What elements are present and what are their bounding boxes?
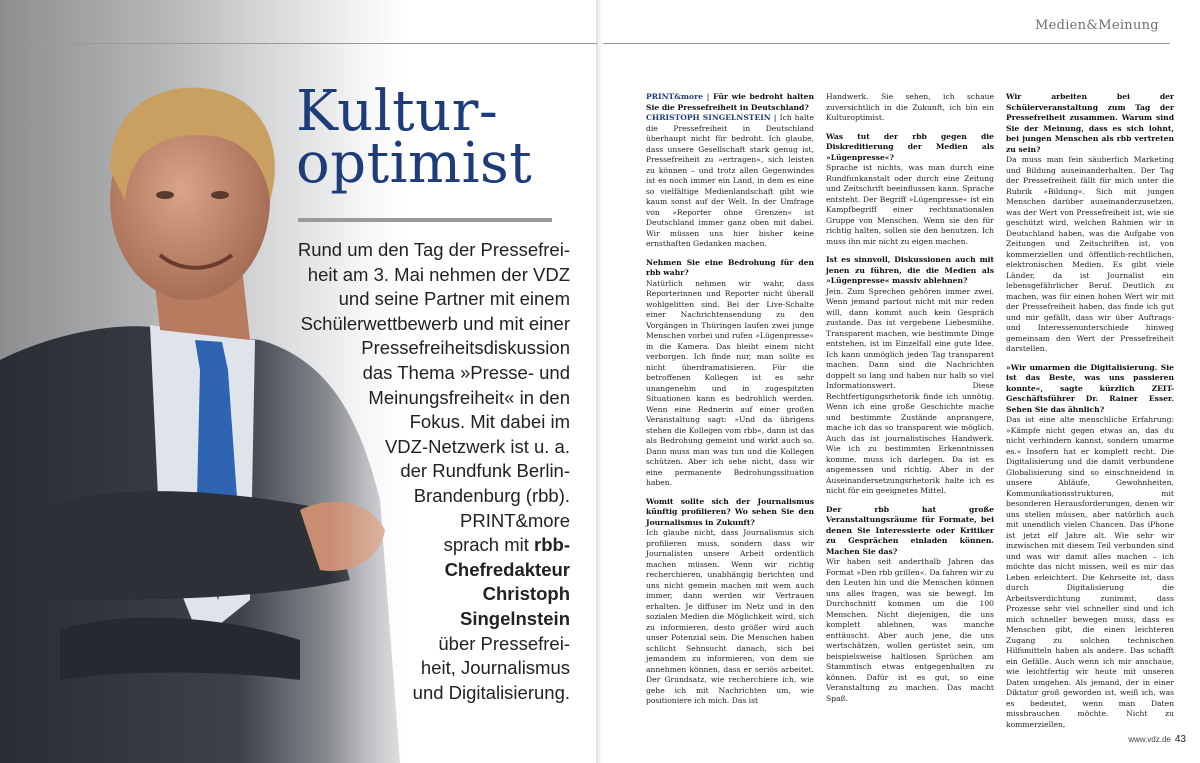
interview-answer [646, 528, 814, 707]
intro-line: VDZ-Netzwerk ist u. a. [384, 435, 570, 457]
speaker-label: PRINT&more | [646, 92, 714, 101]
column-3 [1006, 92, 1174, 730]
intro-line: Fokus. Mit dabei im [409, 411, 570, 433]
interview-question [1006, 363, 1174, 416]
paragraph-text: »Wir umarmen die Digitalisierung. Sie ist das Beste, was uns passieren konnte«, sagte kürzlich ZEIT-Geschäftsführer Dr. Rainer Esser. Sehen Sie das ähnlich? [1006, 362, 1174, 414]
intro-line: PRINT&more [460, 509, 570, 531]
intro-line: Singelnstein [460, 607, 570, 629]
interview-question [826, 132, 994, 164]
page-number: 43 [1174, 734, 1186, 745]
paragraph-text: Womit sollte sich der Journalismus künftig profilieren? Wo sehen Sie den Journalismus in Zukunft? [646, 496, 814, 527]
paragraph-text: Das ist eine alte menschliche Erfahrung: »Kämpfe nicht gegen etwas an, das du nicht verhindern kannst, sondern umarme es.« Insofern hat er komplett recht. Die Digitalisierung und die damit verbundene Globalisierung sind so einschneidend in unsere Abläufe, Gewohnheiten, Kommunikationsstrukturen, mit besonderen Herausforderungen, denen wir uns stellen müssen, aber natürlich auch mit unendlich vielen Chancen. Das iPhone ist jetzt elf Jahre alt. Wie sehr wir inzwischen mit diesem Teil verbunden sind und was wir damit alles machen – ich möchte das nicht missen, weil es mir das Leben erleichtert. Die Kehrseite ist, dass durch Digitalisierung die Arbeitsverdichtung zunimmt, dass Prozesse sehr viel schneller sind und ich mich schneller bewegen muss, dass es Menschen gibt, die einen leichteren Zugang zu solchen technischen Hilfsmitteln haben als andere. Das schafft ein Gefälle. Auch wenn ich mir anschaue, wie leichtfertig wir heute mit unseren Daten umgehen. Als jemand, der in einer Diktatur groß geworden ist, weiß ich, was es bedeutet, wenn man Daten missbrauchen möchte. Nicht zu kommerziellen, [1006, 415, 1174, 729]
intro-line [240, 533, 570, 558]
title-line-2: optimist [296, 131, 533, 196]
interview-answer [1006, 415, 1174, 730]
article-title [296, 79, 596, 196]
paragraph-text: Ich halte die Pressefreiheit in Deutschland überhaupt nicht für bedroht. Ich glaube, dass unsere Gesellschaft stark genug ist, Pressefreiheit zu »ertragen«, sich leisten zu können – und trotz allen Gegenwindes ist es noch immer ein Land, in dem es eine so vielfältige Medienlandschaft gibt wie kaum sonst auf der Welt. In der Umfrage von »Reporter ohne Grenzen« ist Deutschland immer ganz oben mit dabei. Wir müssen uns hier bisher keine ernsthaften Gedanken machen. [646, 113, 814, 248]
interview-question [826, 505, 994, 558]
paragraph-text: Jein. Zum Sprechen gehören immer zwei. Wenn jemand partout nicht mit mir reden will, dann kommt auch kein Gespräch zustande. Das ist vergebene Liebesmühe. Transparent machen, wie bestimmte Dinge entstehen, ist im Einzelfall eine gute Idee. Ich kann unmöglich jeden Tag transparent machen. Dann sind die Nachrichten doppelt so lang und haben nur halb so viel Informationswert. Diese Rechtfertigungsrhetorik finde ich unnötig. Wenn ich eine große Geschichte mache und bestimmte Zustände anprangere, mache ich das so transparent wie möglich. Auch das ist journalistisches Handwerk. Wie ich zu bestimmten Erkenntnissen komme, muss ich darlegen. Da ist es angemessen und richtig. Aber in der Auseinandersetzungsrhetorik halte ich es nicht für ein geeignetes Mittel. [826, 286, 994, 495]
paragraph-text: Wir arbeiten bei der Schülerveranstaltung zum Tag der Pressefreiheit zusammen. Warum sind Sie der Meinung, dass es sich lohnt, bei jungen Menschen als rbb vertreten zu sein? [1006, 92, 1174, 154]
interview-answer [646, 279, 814, 489]
intro-line: heit am 3. Mai nehmen der VDZ [307, 263, 570, 285]
left-page [0, 0, 597, 763]
title-underline [298, 218, 552, 222]
intro-line: Rund um den Tag der Pressefrei- [297, 239, 570, 260]
interview-question [646, 497, 814, 529]
interview-answer [826, 557, 994, 704]
section-label: Medien&Meinung [1035, 18, 1159, 33]
intro-line: Meinungsfreiheit« in den [368, 386, 570, 408]
intro-line: und seine Partner mit einem [338, 288, 570, 310]
interview-question [826, 255, 994, 287]
paragraph-text: Handwerk. Sie sehen, ich schaue zuversichtlich in die Zukunft, ich bin ein Kulturoptimist. [826, 92, 994, 122]
intro-line: Schülerwettbewerb und mit einer [300, 312, 570, 334]
article-columns [646, 92, 1176, 732]
paragraph-text: Der rbb hat große Veranstaltungsräume für Formate, bei denen Sie Interessierte oder Kritiker zu Gesprächen einladen können. Machen Sie das? [826, 504, 994, 556]
intro-line: und Digitalisierung. [412, 681, 570, 703]
speaker-label: CHRISTOPH SINGELNSTEIN | [646, 113, 780, 122]
paragraph-text: Nehmen Sie eine Bedrohung für den rbb wahr? [646, 257, 814, 277]
intro-line: Chefredakteur [444, 558, 570, 580]
intro-line-bold: rbb- [534, 534, 570, 556]
interview-answer [826, 92, 994, 124]
top-rule-left [30, 43, 597, 44]
interview-question [646, 92, 814, 113]
paragraph-text: Ist es sinnvoll, Diskussionen auch mit jenen zu führen, die die Medien als »Lügenpresse« massiv ablehnen? [826, 255, 994, 285]
column-1 [646, 92, 814, 707]
intro-text [240, 238, 570, 705]
intro-line: Christoph [482, 583, 570, 605]
intro-line: Pressefreiheitsdiskussion [361, 337, 570, 359]
paragraph-text: Was tut der rbb gegen die Diskreditierung der Medien als »Lügenpresse«? [826, 131, 994, 162]
right-page [603, 0, 1200, 763]
column-2 [826, 92, 994, 704]
intro-line: der Rundfunk Berlin- [400, 460, 570, 482]
interview-answer [646, 113, 814, 250]
title-line-1: Kultur- [296, 79, 499, 144]
interview-question [646, 258, 814, 279]
interview-answer [826, 163, 994, 247]
intro-line: über Pressefrei- [438, 632, 570, 654]
paragraph-text: Für wie bedroht halten Sie die Pressefreiheit in Deutschland? [646, 92, 814, 112]
interview-answer [1006, 155, 1174, 355]
footer-url: www.vdz.de [1128, 735, 1171, 744]
page-footer [1128, 734, 1186, 745]
intro-line-part: sprach mit [443, 534, 535, 556]
paragraph-text: Ich glaube nicht, dass Journalismus sich profilieren muss, sondern dass wir Journalisten unsere Arbeit ordentlich machen müssen. Wenn wir richtig recherchieren, unabhängig berichten und uns nicht gemein machen mit wem auch immer, dann werden wir Vertrauen erhalten. Je diffuser im Netz und in den sozialen Medien die Möglichkeit wird, sich zu informieren, desto größer wird auch unser Potenzial sein. Die Menschen haben schlicht Sehnsucht danach, sich bei jemandem zu informieren, von dem sie annehmen können, dass er seriös arbeitet. Der Grundsatz, wie recherchiere ich, wie gehe ich mit Nachrichten um, wie positioniere ich mich. Das ist [646, 528, 814, 705]
paragraph-text: Da muss man fein säuberlich Marketing und Bildung auseinanderhalten. Der Tag der Pressefreiheit fällt für mich unter die Rubrik »Bildung«. Sich mit jungen Menschen darüber auseinanderzusetzen, was der Wert von Pressefreiheit ist, wie sie geschützt wird, welchen Rahmen wir in Deutschland haben, was die Aufgabe von Zeitungen und Zeitschriften ist, von kommerziellen und öffentlich-rechtlichen, elektronischen Medien. Es gibt viele Länder, da ist Journalist ein lebensgefährlicher Beruf. Deutlich zu machen, was für einen hohen Wert wir mit der Pressefreiheit haben, das finde ich gut und mir gefällt, dass wir über Auftrags- und Interessenunterschiede hinweg gemeinsam den Wert der Pressefreiheit darstellen. [1006, 155, 1174, 353]
paragraph-text: Sprache ist nichts, was man durch eine Rundfunkanstalt oder durch eine Zeitung und Zeitschrift beeinflussen kann. Sprache entsteht. Der Begriff »Lügenpresse« ist ein Kampfbegriff einer rechtsnationalen Gruppe von Menschen. Wenn sie den für richtig halten, sollen sie den benutzen. Ich muss ihn mir nicht zu eigen machen. [826, 163, 994, 246]
top-rule-right [603, 43, 1170, 44]
paragraph-text: Natürlich nehmen wir wahr, dass Reporterinnen und Reporter nicht überall wohlgelitten sind. Bei der Live-Schalte einer Nachrichtensendung zu den Vorgängen in Thüringen laufen zwei junge Menschen vorbei und rufen »Lügenpresse« in die Kamera. Das bleibt einem nicht verborgen. Ich finde nur, man sollte es nicht überdramatisieren. Für die betroffenen Kollegen ist es sehr unangenehm und in zugespitzten Situationen kann es bedrohlich werden. Wenn eine Rednerin auf einer großen Veranstaltung sagt: »Und da übrigens stehen die Kollegen vom rbb«, dann ist das als Bedrohung gemeint und wirkt auch so. Dann muss man was tun und die Kollegen schützen. Aber ich sehe nicht, dass wir eine permanente Bedrohungssituation haben. [646, 278, 814, 487]
intro-line: das Thema »Presse- und [362, 361, 570, 383]
intro-line: Brandenburg (rbb). [413, 484, 570, 506]
interview-question [1006, 92, 1174, 155]
paragraph-text: Wir haben seit anderthalb Jahren das Format »Den rbb grillen«. Da fahren wir zu den Leuten hin und die Menschen können uns alles fragen, was sie bewegt. Im Durchschnitt kommen um die 100 Menschen. Nicht diejenigen, die uns komplett ablehnen, was manche enttäuscht. Aber auch jene, die uns wertschätzen, wollen gerüstet sein, um beispielsweise haltlosen Sprüchen am Stammtisch etwas entgegenhalten zu können. Dafür ist es gut, so eine Veranstaltung zu machen. Das macht Spaß. [826, 557, 994, 703]
interview-answer [826, 287, 994, 497]
intro-line: heit, Journalismus [420, 657, 570, 679]
